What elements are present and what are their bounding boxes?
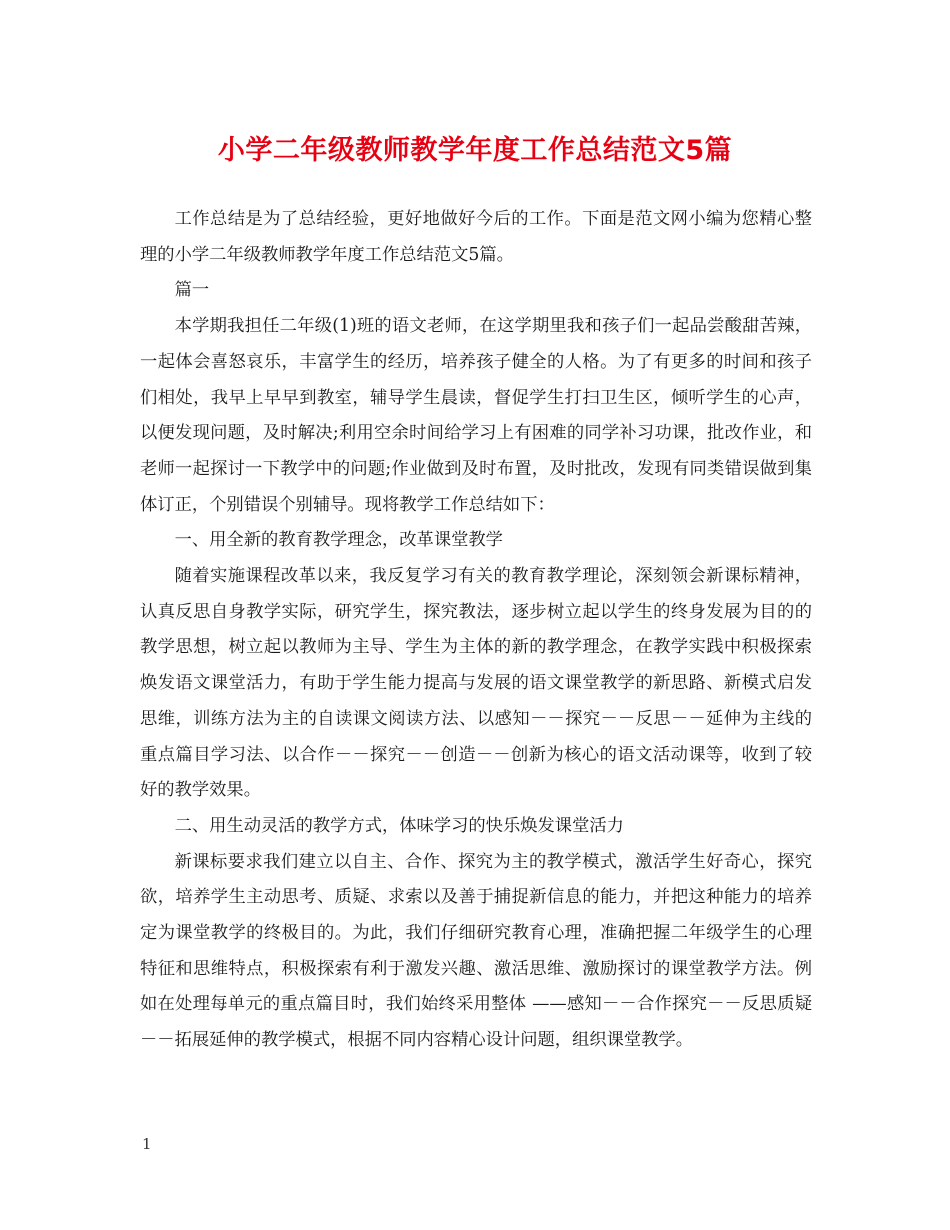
body-paragraph: 本学期我担任二年级(1)班的语文老师，在这学期里我和孩子们一起品尝酸甜苦辣，一起体会喜怒哀乐，丰富学生的经历，培养孩子健全的人格。为了有更多的时间和孩子们相处，我早上早早到教室，辅导学生晨读，督促学生打扫卫生区，倾听学生的心声，以便发现问题，及时解决;利用空余时间给学习上有困难的同学补习功课，批改作业，和老师一起探讨一下教学中的问题;作业做到及时布置，及时批改，发现有同类错误做到集体订正，个别错误个别辅导。现将教学工作总结如下：	[140, 316, 812, 515]
section-heading-1: 一、用全新的教育教学理念，改革课堂教学	[174, 530, 503, 551]
document-body	[140, 202, 812, 1059]
section-heading-2: 二、用生动灵活的教学方式，体味学习的快乐焕发课堂活力	[174, 815, 624, 836]
body-paragraph: 随着实施课程改革以来，我反复学习有关的教育教学理论，深刻领会新课标精神，认真反思自身教学实际，研究学生，探究教法，逐步树立起以学生的终身发展为目的的教学思想，树立起以教师为主导、学生为主体的新的教学理念，在教学实践中积极探索焕发语文课堂活力，有助于学生能力提高与发展的语文课堂教学的新思路、新模式启发思维，训练方法为主的自读课文阅读方法、以感知－－探究－－反思－－延伸为主线的重点篇目学习法、以合作－－探究－－创造－－创新为核心的语文活动课等，收到了较好的教学效果。	[140, 566, 812, 801]
section-label-pian-yi: 篇一	[174, 280, 210, 301]
intro-paragraph: 工作总结是为了总结经验，更好地做好今后的工作。下面是范文网小编为您精心整理的小学二年级教师教学年度工作总结范文5篇。	[140, 209, 812, 265]
document-title: 小学二年级教师教学年度工作总结范文5篇	[217, 135, 733, 166]
page-number: 1	[142, 1135, 152, 1153]
body-paragraph: 新课标要求我们建立以自主、合作、探究为主的教学模式，激活学生好奇心，探究欲，培养学生主动思考、质疑、求索以及善于捕捉新信息的能力，并把这种能力的培养定为课堂教学的终极目的。为此，我们仔细研究教育心理，准确把握二年级学生的心理特征和思维特点，积极探索有利于激发兴趣、激活思维、激励探讨的课堂教学方法。例如在处理每单元的重点篇目时，我们始终采用整体 ——感知－－合作探究－－反思质疑－－拓展延伸的教学模式，根据不同内容精心设计问题，组织课堂教学。	[140, 851, 812, 1051]
